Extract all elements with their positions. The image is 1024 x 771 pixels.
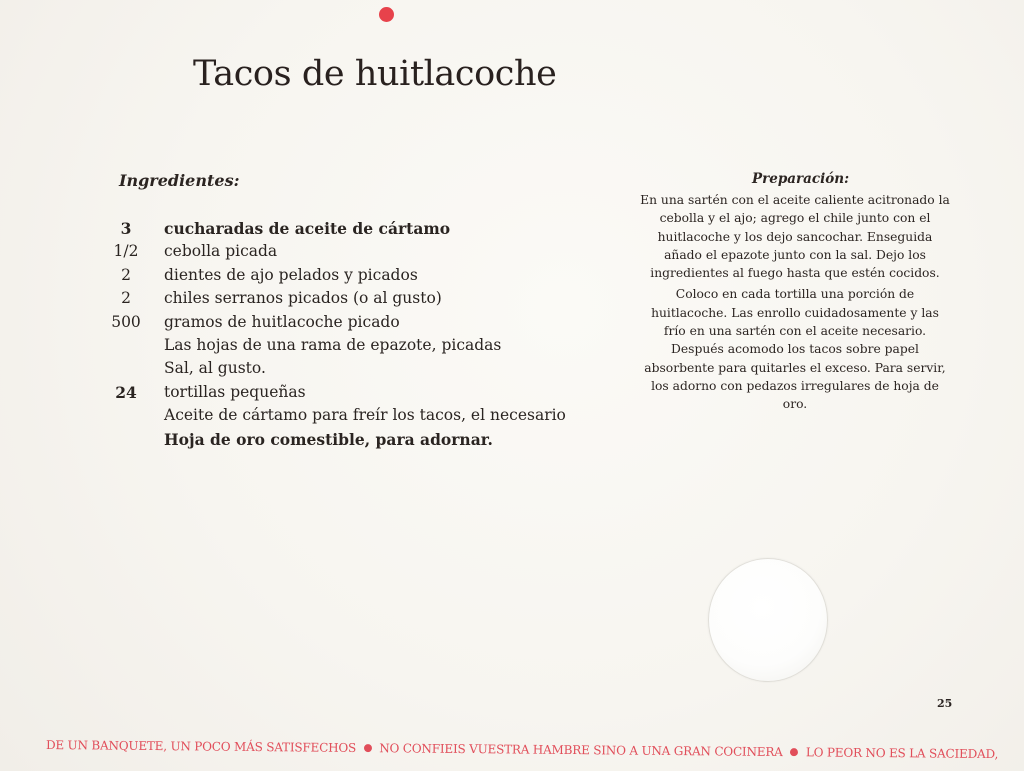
page-number: 25 [937,697,953,710]
ingredient-row [103,334,573,357]
footer-segment: NO CONFIEIS VUESTRA HAMBRE SINO A UNA GRAN COCINERA [379,741,783,760]
ingredient-text: cebolla picada [164,242,278,261]
ingredient-quantity: 24 [115,382,137,402]
bullet-dot-icon [790,748,798,756]
footer-quote [45,738,999,762]
ingredient-row [103,264,573,287]
ingredient-text: chiles serranos picados (o al gusto) [164,289,442,308]
ingredient-text: Sal, al gusto. [164,359,266,378]
ingredient-quantity: 500 [111,312,141,331]
embossed-circle-mark [708,558,828,682]
footer-segment: DE UN BANQUETE, UN POCO MÁS SATISFECHOS [45,738,357,755]
ingredient-quantity: 3 [120,219,132,238]
ingredient-row [103,240,573,263]
ingredient-row [103,381,573,404]
preparation-paragraph: En una sartén con el aceite caliente acitronado la cebolla y el ajo; agrego el chile junto con el huitlacoche y los dejo sancochar. Enseguida añado el epazote junto con la sal. Dejo los ingredientes al fuego hasta que estén cocidos. [640,193,950,281]
preparation-paragraph: Coloco en cada tortilla una porción de huitlacoche. Las enrollo cuidadosamente y las frío en una sartén con el aceite necesario. Después acomodo los tacos sobre papel absorbente para quitarles el exceso. Para servir, los adorno con pedazos irregulares de hoja de oro. [644,287,946,412]
ingredient-text: gramos de huitlacoche picado [164,312,400,331]
ingredient-row [103,217,573,240]
ingredient-text: Aceite de cártamo para freír los tacos, el necesario [164,406,566,425]
ingredient-text: Las hojas de una rama de epazote, picadas [164,335,502,354]
ingredient-text: Hoja de oro comestible, para adornar. [164,429,493,449]
ingredient-row [103,287,573,310]
recipe-title: Tacos de huitlacoche [193,54,557,94]
ingredient-row [103,428,573,451]
red-dot-mark [379,7,394,22]
ingredient-text: cucharadas de aceite de cártamo [164,219,451,238]
ingredient-quantity: 2 [121,265,131,284]
bullet-dot-icon [364,744,372,752]
ingredients-heading: Ingredientes: [119,171,240,190]
preparation-text [640,191,950,417]
footer-segment: LO PEOR NO ES LA SACIEDAD, [805,745,999,762]
ingredients-list [103,217,573,451]
ingredient-row [103,311,573,334]
preparation-heading: Preparación: [752,171,850,187]
ingredient-text: dientes de ajo pelados y picados [164,265,418,284]
ingredient-quantity: 2 [121,289,131,308]
ingredient-row [103,404,573,427]
ingredient-text: tortillas pequeñas [164,382,306,401]
ingredient-row [103,357,573,380]
ingredient-quantity: 1/2 [113,242,139,261]
